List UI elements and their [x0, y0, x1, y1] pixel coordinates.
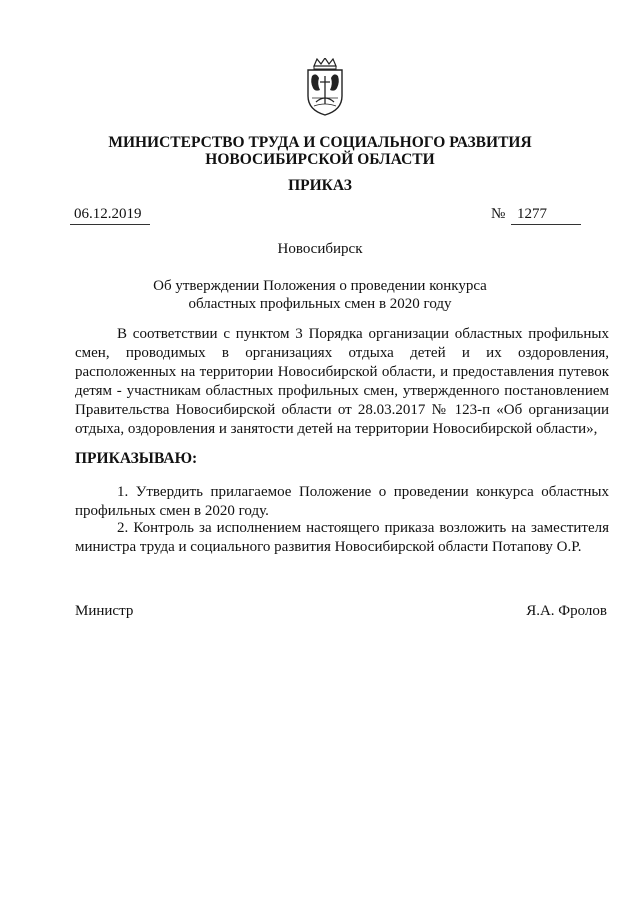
document-city: Новосибирск	[277, 241, 363, 257]
subject-line-1: Об утверждении Положения о проведении конкурса	[153, 278, 487, 294]
document-number: 1277	[517, 206, 547, 222]
document-subject	[40, 277, 600, 313]
subject-line-2: областных профильных смен в 2020 году	[188, 296, 452, 312]
orders-heading: ПРИКАЗЫВАЮ:	[75, 450, 198, 467]
date-underline	[70, 224, 150, 225]
order-item-1: 1. Утвердить прилагаемое Положение о проведении конкурса областных профильных смен в 2020 году.	[75, 484, 609, 519]
number-underline	[511, 224, 581, 225]
document-type: ПРИКАЗ	[288, 177, 352, 194]
ministry-name	[40, 134, 600, 168]
number-sign: №	[491, 206, 506, 222]
document-date: 06.12.2019	[74, 206, 142, 222]
order-item-2: 2. Контроль за исполнением настоящего приказа возложить на заместителя министра труда и социального развития Новосибирской области Потапову О.Р.	[75, 520, 609, 555]
ministry-line-2: НОВОСИБИРСКОЙ ОБЛАСТИ	[205, 151, 435, 168]
coat-of-arms-icon	[302, 58, 348, 116]
signatory-name: Я.А. Фролов	[526, 603, 607, 619]
signatory-title: Министр	[75, 603, 134, 619]
ministry-line-1: МИНИСТЕРСТВО ТРУДА И СОЦИАЛЬНОГО РАЗВИТИЯ	[108, 134, 532, 151]
preamble-paragraph: В соответствии с пунктом 3 Порядка организации областных профильных смен, проводимых в организациях отдыха детей и их оздоровления, расположенных на территории Новосибирской области, и предоставления путевок детям - участникам областных профильных смен, утвержденного постановлением Правительства Новосибирской области от 28.03.2017 № 123-п «Об организации отдыха, оздоровления и занятости детей на территории Новосибирской области»,	[75, 326, 609, 437]
